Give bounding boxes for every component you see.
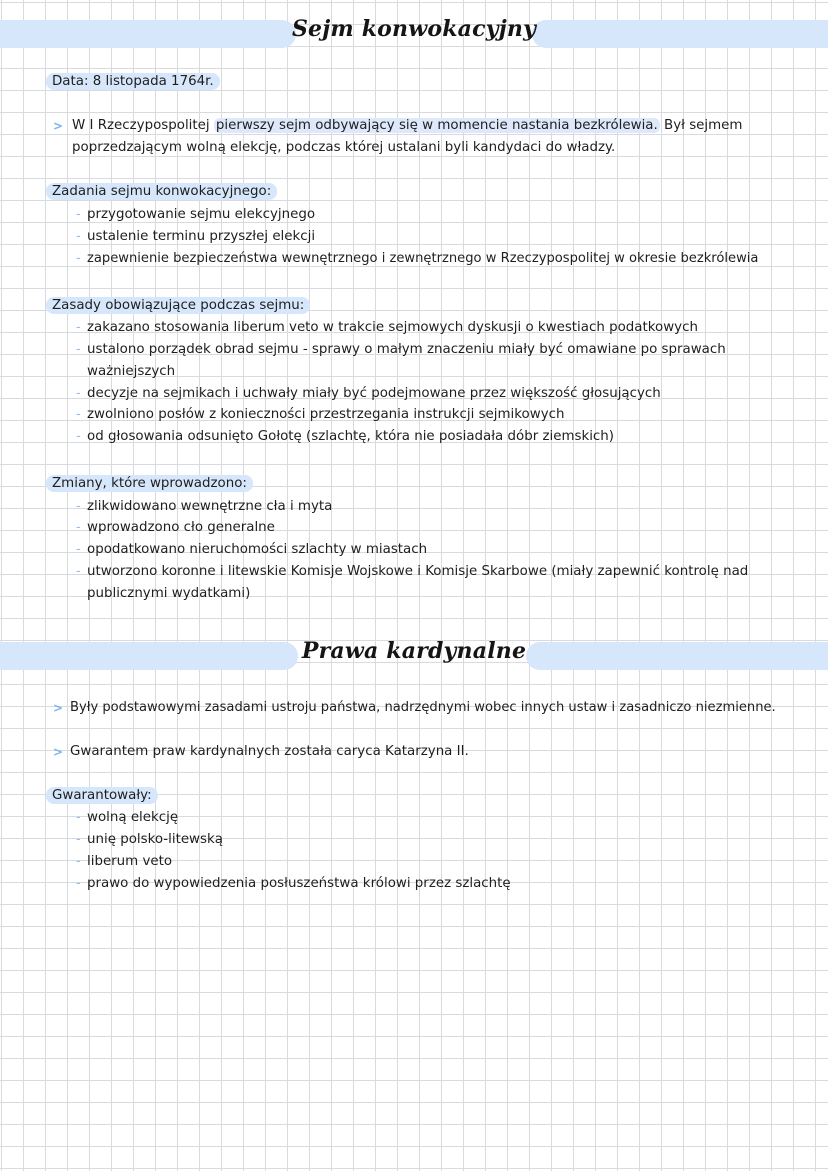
tasks-heading-text: Zadania sejmu konwokacyjnego: (46, 183, 277, 200)
list-item: zakazano stosowania liberum veto w trakcie sejmowych dyskusji o kwestiach podatkowych (87, 320, 698, 335)
intro-line-2: poprzedzającym wolną elekcję, podczas której ustalani byli kandydaci do władzy. (72, 140, 616, 155)
list-item: decyzje na sejmikach i uchwały miały być podejmowane przez większość głosujących (87, 386, 661, 401)
list-item: liberum veto (87, 854, 173, 869)
dash-bullet-icon: - (76, 229, 81, 244)
dash-bullet-icon: - (76, 207, 81, 222)
list-item: unię polsko-litewską (87, 832, 223, 847)
list-item: zapewnienie bezpieczeństwa wewnętrznego i zewnętrznego w Rzeczypospolitej w okresie bezkrólewia (87, 251, 759, 266)
rules-heading-text: Zasady obowiązujące podczas sejmu: (46, 297, 310, 314)
dash-bullet-icon: - (76, 251, 81, 266)
dash-bullet-icon: - (76, 499, 81, 514)
date-text: Data: 8 listopada 1764r. (46, 73, 220, 90)
arrow-bullet-icon: > (53, 119, 64, 133)
intro-highlight: pierwszy sejm odbywający się w momencie nastania bezkrólewia. (215, 118, 658, 133)
point-line-1: Były podstawowymi zasadami ustroju państwa, nadrzędnymi wobec innych ustaw i zasadniczo niezmienne. (70, 700, 776, 715)
arrow-bullet-icon: > (53, 745, 64, 759)
section-title-band (0, 638, 828, 672)
dash-bullet-icon: - (76, 854, 81, 869)
dash-bullet-icon: - (76, 342, 81, 357)
intro-line-1 (72, 115, 742, 137)
changes-heading-text: Zmiany, które wprowadzono: (46, 475, 253, 492)
intro-lead: W I Rzeczypospolitej (72, 118, 210, 133)
tasks-heading (52, 181, 277, 203)
list-item: ustalenie terminu przyszłej elekcji (87, 229, 316, 244)
rules-heading (52, 295, 310, 317)
dash-bullet-icon: - (76, 542, 81, 557)
dash-bullet-icon: - (76, 386, 81, 401)
changes-heading (52, 473, 253, 495)
dash-bullet-icon: - (76, 564, 81, 579)
list-item: wprowadzono cło generalne (87, 520, 275, 535)
dash-bullet-icon: - (76, 832, 81, 847)
date-line (52, 71, 220, 93)
arrow-bullet-icon: > (53, 701, 64, 715)
section-title-band (0, 16, 828, 50)
list-item: od głosowania odsunięto Gołotę (szlachtę, która nie posiadała dóbr ziemskich) (87, 429, 615, 444)
list-item: utworzono koronne i litewskie Komisje Wojskowe i Komisje Skarbowe (miały zapewnić kontrolę nad (87, 564, 749, 579)
intro-tail: Był sejmem (659, 118, 743, 133)
list-item-continuation: publicznymi wydatkami) (87, 586, 251, 601)
section-title-prawa: Prawa kardynalne (301, 638, 527, 664)
dash-bullet-icon: - (76, 407, 81, 422)
guarantees-heading-text: Gwarantowały: (46, 787, 158, 804)
list-item: zlikwidowano wewnętrzne cła i myta (87, 499, 333, 514)
list-item: opodatkowano nieruchomości szlachty w miastach (87, 542, 428, 557)
list-item: przygotowanie sejmu elekcyjnego (87, 207, 316, 222)
point-line-2: Gwarantem praw kardynalnych została caryca Katarzyna II. (70, 744, 469, 759)
dash-bullet-icon: - (76, 810, 81, 825)
dash-bullet-icon: - (76, 320, 81, 335)
list-item: ustalono porządek obrad sejmu - sprawy o małym znaczeniu miały być omawiane po sprawach (87, 342, 726, 357)
section-title-sejm: Sejm konwokacyjny (291, 16, 537, 42)
list-item: wolną elekcję (87, 810, 179, 825)
dash-bullet-icon: - (76, 429, 81, 444)
dash-bullet-icon: - (76, 520, 81, 535)
guarantees-heading (52, 785, 158, 807)
list-item: zwolniono posłów z konieczności przestrzegania instrukcji sejmikowych (87, 407, 565, 422)
list-item-continuation: ważniejszych (87, 364, 176, 379)
list-item: prawo do wypowiedzenia posłuszeństwa królowi przez szlachtę (87, 876, 511, 891)
dash-bullet-icon: - (76, 876, 81, 891)
